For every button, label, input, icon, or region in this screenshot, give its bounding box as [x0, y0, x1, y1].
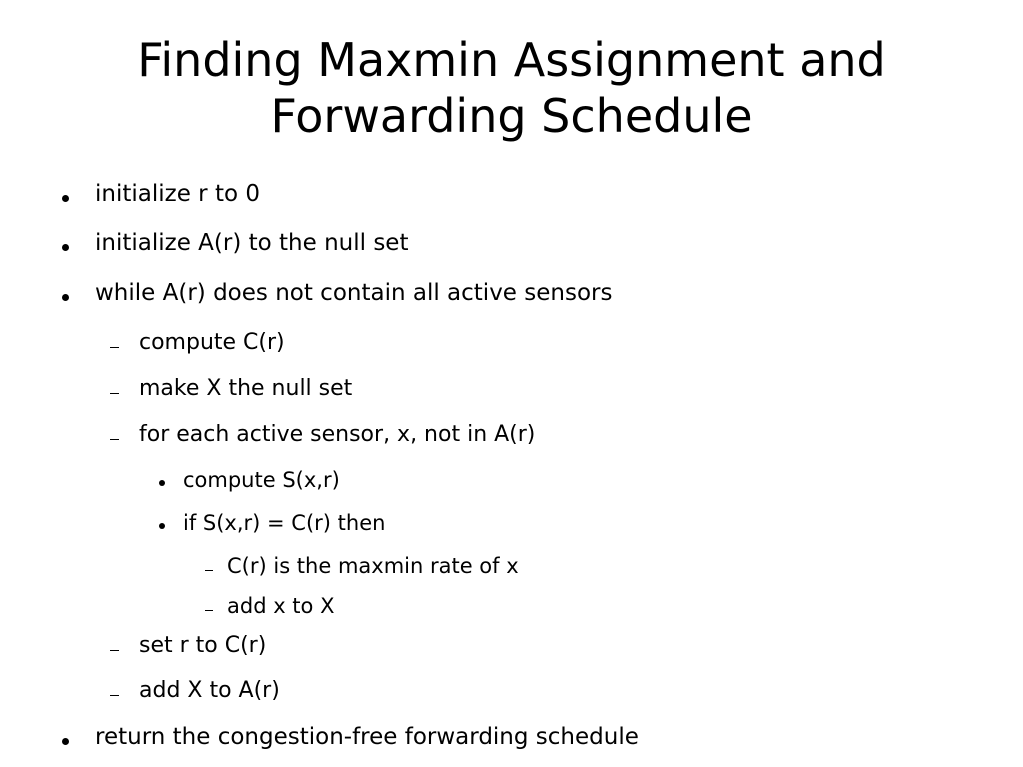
bullet-icon	[62, 294, 69, 301]
list-item-text: compute C(r)	[139, 330, 285, 355]
bullet-icon	[159, 523, 165, 529]
list-item-text: if S(x,r) = C(r) then	[183, 511, 386, 535]
slide-title-line-2: Forwarding Schedule	[270, 89, 753, 143]
list-item-text: add X to A(r)	[139, 678, 280, 703]
bullet-icon	[62, 195, 69, 202]
list-item-text: add x to X	[227, 594, 335, 618]
list-item-text: initialize A(r) to the null set	[95, 230, 409, 256]
list-item-text: make X the null set	[139, 376, 353, 401]
dash-icon	[110, 393, 119, 394]
slide-title	[0, 32, 1023, 144]
list-item-text: C(r) is the maxmin rate of x	[227, 554, 519, 578]
list-item-text: for each active sensor, x, not in A(r)	[139, 422, 536, 447]
list-item-text: initialize r to 0	[95, 181, 260, 207]
dash-icon	[110, 347, 119, 348]
dash-icon	[110, 650, 119, 651]
list-item-text: while A(r) does not contain all active sensors	[95, 280, 613, 306]
dash-icon	[205, 570, 213, 571]
bullet-icon	[62, 738, 69, 745]
dash-icon	[205, 610, 213, 611]
list-item-text: return the congestion-free forwarding schedule	[95, 724, 639, 750]
dash-icon	[110, 695, 119, 696]
bullet-icon	[62, 244, 69, 251]
dash-icon	[110, 439, 119, 440]
slide-title-line-1: Finding Maxmin Assignment and	[137, 33, 886, 87]
list-item-text: set r to C(r)	[139, 633, 267, 658]
bullet-icon	[159, 480, 165, 486]
list-item-text: compute S(x,r)	[183, 468, 340, 492]
